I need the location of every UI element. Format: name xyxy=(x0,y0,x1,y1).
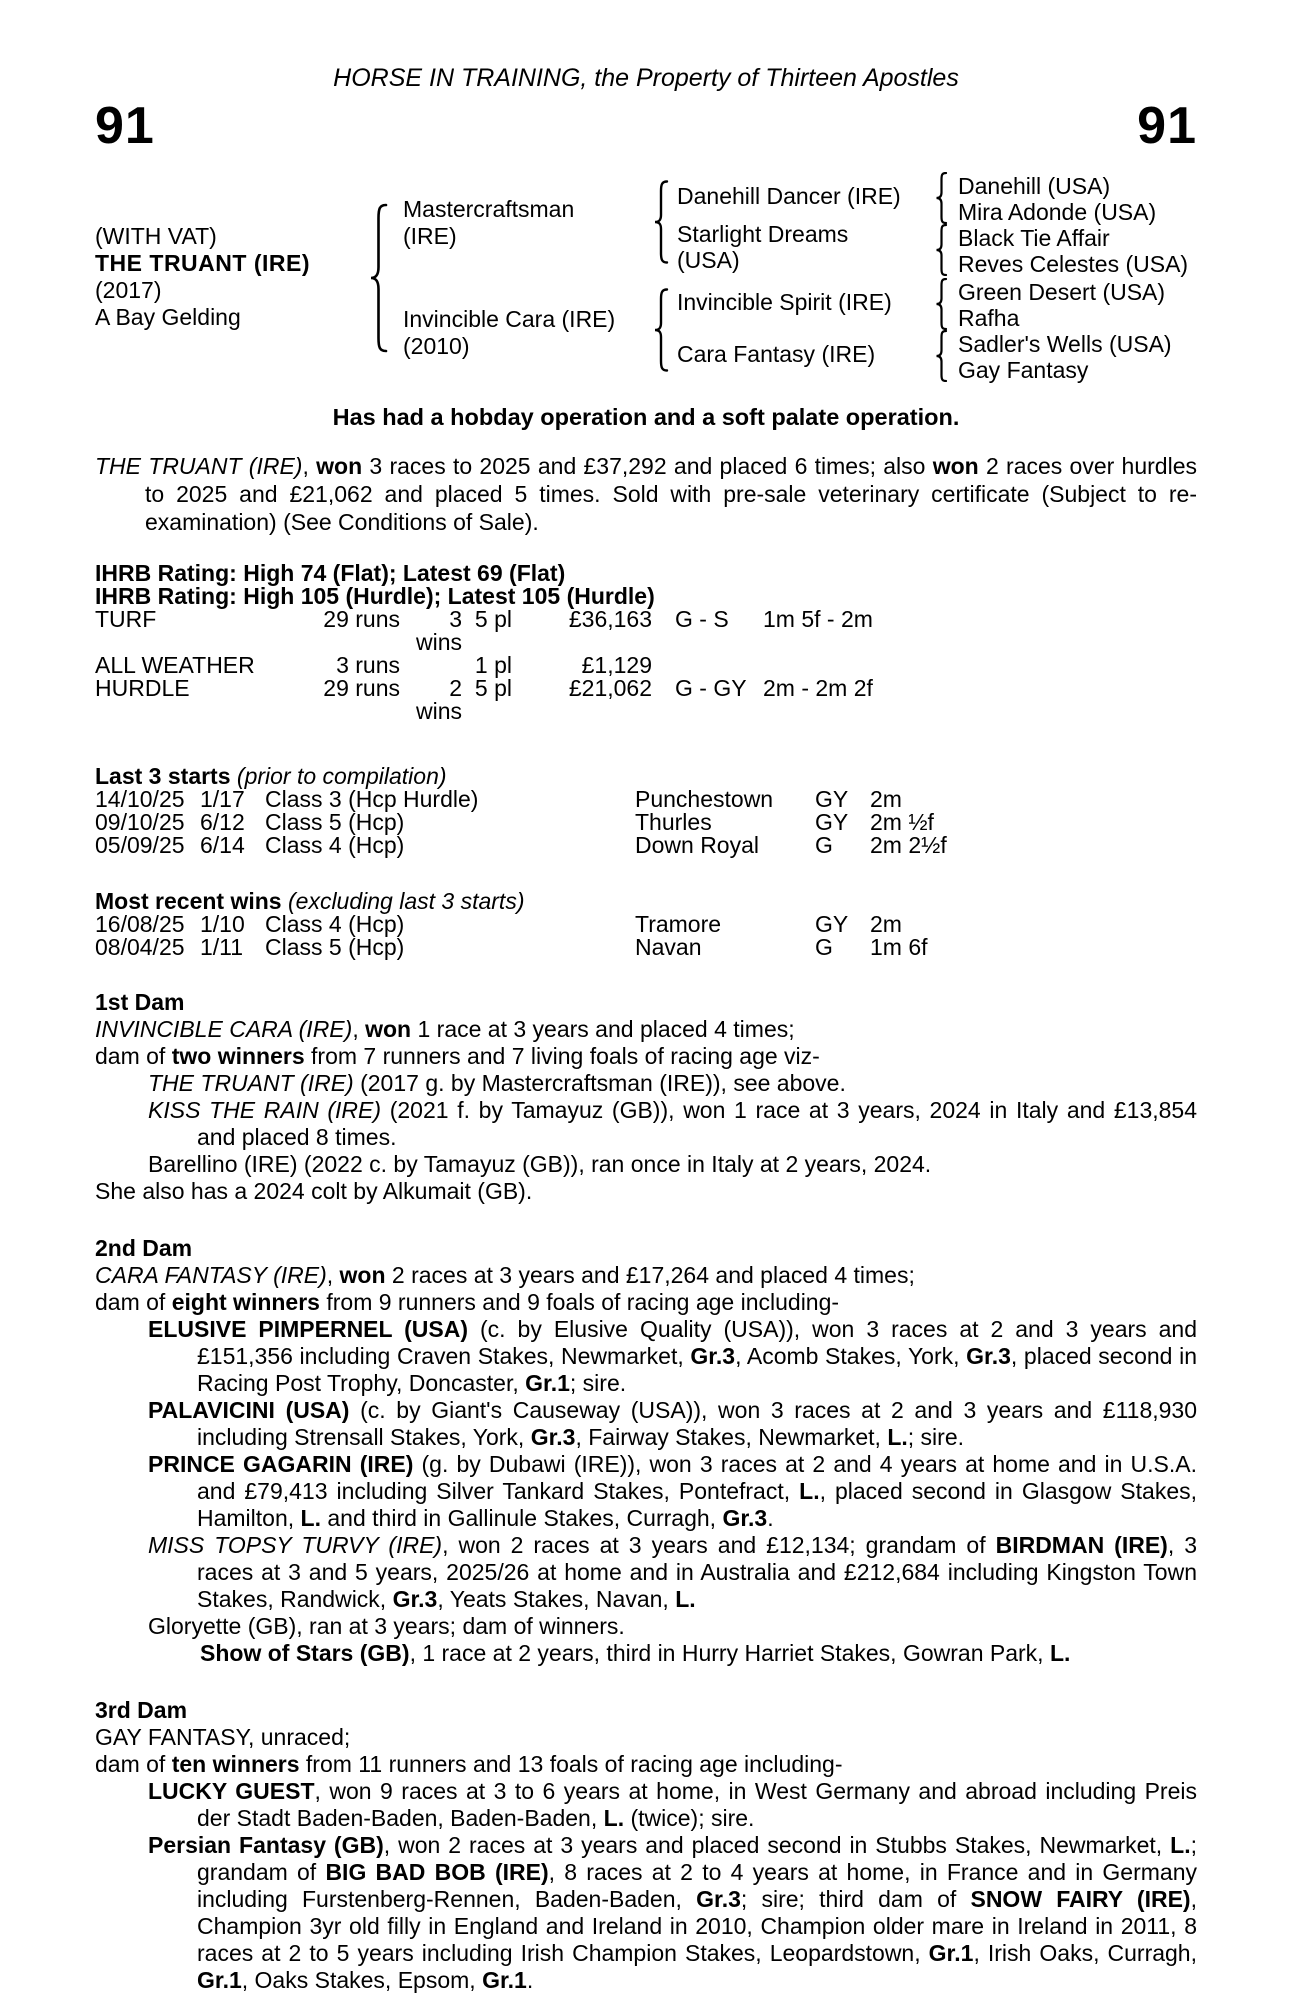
race-date: 14/10/25 xyxy=(95,786,185,812)
rating-line: IHRB Rating: High 105 (Hurdle); Latest 105 (Hurdle) xyxy=(95,583,655,609)
pedigree-gen4-item: Black Tie Affair xyxy=(958,225,1110,251)
form-row xyxy=(95,811,1197,834)
pedigree-brace-sire-parents xyxy=(651,180,669,264)
recent-wins-header xyxy=(95,890,1197,913)
pedigree-gen4-item: Gay Fantasy xyxy=(958,357,1089,383)
vat-status: (WITH VAT) xyxy=(95,223,217,249)
second-dam-section xyxy=(95,1235,1197,1667)
race-going: GY xyxy=(815,809,849,835)
pedigree-gen4-item: Danehill (USA) xyxy=(958,173,1111,199)
pedigree-gen3-item xyxy=(677,289,892,315)
stats-distance: 1m 5f - 2m xyxy=(763,606,873,632)
lot-number-right: 91 xyxy=(1137,97,1197,155)
form-row xyxy=(95,834,1197,857)
race-going: GY xyxy=(815,786,849,812)
stats-runs: 29 runs xyxy=(323,606,400,632)
form-row xyxy=(95,788,1197,811)
veterinary-note: Has had a hobday operation and a soft palate operation. xyxy=(332,404,960,430)
sire-suffix: (IRE) xyxy=(403,223,457,249)
race-venue: Down Royal xyxy=(635,832,759,858)
race-venue: Tramore xyxy=(635,911,722,937)
third-dam-section xyxy=(95,1697,1197,1994)
stats-distance: 2m - 2m 2f xyxy=(763,675,873,701)
pedigree-gen3-item xyxy=(677,183,901,209)
stats-earnings: £36,163 xyxy=(568,606,652,632)
race-class: Class 4 (Hcp) xyxy=(265,911,405,937)
race-date: 05/09/25 xyxy=(95,832,185,858)
horse-name: THE TRUANT (IRE) xyxy=(95,250,310,276)
page-title: HORSE IN TRAINING, the Property of Thirteen Apostles xyxy=(333,64,959,92)
stats-runs: 3 runs xyxy=(336,652,400,678)
last-starts-header xyxy=(95,765,1197,788)
dam-produce-summary: dam of two winners from 7 runners and 7 living foals of racing age viz- xyxy=(95,1043,820,1069)
dam-name: Invincible Cara (IRE) xyxy=(403,306,616,332)
race-going: G xyxy=(815,832,833,858)
produce-subentry: Show of Stars (GB), 1 race at 2 years, third in Hurry Harriet Stakes, Gowran Park, L. xyxy=(200,1640,1071,1666)
produce-entry: ELUSIVE PIMPERNEL (USA) (c. by Elusive Quality (USA)), won 3 races at 2 and 3 years and £151,356 including Craven Stakes, Newmarket, Gr.3, Acomb Stakes, York, Gr.3, placed second in Racing Post Trophy, Doncaster, Gr.1; sire. xyxy=(148,1316,1198,1396)
pedigree-table xyxy=(95,158,1197,390)
race-venue: Thurles xyxy=(635,809,712,835)
ratings-block xyxy=(95,562,1197,608)
race-distance: 2m 2½f xyxy=(870,832,947,858)
gen3-suffix: (USA) xyxy=(677,247,740,273)
produce-note: She also has a 2024 colt by Alkumait (GB). xyxy=(95,1178,533,1204)
race-position: 1/17 xyxy=(200,786,245,812)
stats-placed: 5 pl xyxy=(474,606,512,632)
stats-wins: 3 wins xyxy=(415,606,462,655)
gen3-name: Danehill Dancer (IRE) xyxy=(677,183,901,209)
pedigree-brace-gen1 xyxy=(367,203,389,353)
race-date: 16/08/25 xyxy=(95,911,185,937)
stats-distance xyxy=(747,654,1197,677)
stats-row xyxy=(95,608,1197,654)
produce-entry: Gloryette (GB), ran at 3 years; dam of winners. xyxy=(148,1613,625,1639)
first-dam-section xyxy=(95,989,1197,1205)
race-distance: 1m 6f xyxy=(870,934,928,960)
race-summary: THE TRUANT (IRE), won 3 races to 2025 and £37,292 and placed 6 times; also won 2 races over hurdles to 2025 and £21,062 and placed 5 times. Sold with pre-sale veterinary certificate (Subject to re-examination) (See Conditions of Sale). xyxy=(95,453,1197,535)
produce-entry: LUCKY GUEST, won 9 races at 3 to 6 years at home, in West Germany and abroad including Preis der Stadt Baden-Baden, Baden-Baden, L. (twice); sire. xyxy=(148,1778,1197,1831)
form-row xyxy=(95,936,1197,959)
race-class: Class 4 (Hcp) xyxy=(265,832,405,858)
pedigree-brace-gen4 xyxy=(933,172,948,224)
pedigree-gen4-item: Green Desert (USA) xyxy=(958,279,1166,305)
lot-number-left: 91 xyxy=(95,97,155,155)
dam-record: CARA FANTASY (IRE), won 2 races at 3 years and £17,264 and placed 4 times; xyxy=(95,1262,915,1288)
pedigree-gen4-item: Rafha xyxy=(958,305,1020,331)
horse-block xyxy=(95,223,310,331)
second-dam-heading: 2nd Dam xyxy=(95,1235,193,1261)
last-starts-subtitle: (prior to compilation) xyxy=(236,763,447,789)
foaling-year: (2017) xyxy=(95,277,162,303)
dam-year: (2010) xyxy=(403,333,470,359)
pedigree-gen4-item: Sadler's Wells (USA) xyxy=(958,331,1172,357)
stats-row xyxy=(95,677,1197,723)
produce-entry: PALAVICINI (USA) (c. by Giant's Causeway (USA)), won 3 races at 2 and 3 years and £118,930 including Strensall Stakes, York, Gr.3, Fairway Stakes, Newmarket, L.; sire. xyxy=(148,1397,1197,1450)
produce-entry: Persian Fantasy (GB), won 2 races at 3 years and placed second in Stubbs Stakes, Newmarket, L.; grandam of BIG BAD BOB (IRE), 8 races at 2 to 4 years at home, in France and in Germany including Furstenberg-Rennen, Baden-Baden, Gr.3; sire; third dam of SNOW FAIRY (IRE), Champion 3yr old filly in England and Ireland in 2010, Champion older mare in Ireland in 2011, 8 races at 2 to 5 years including Irish Champion Stakes, Leopardstown, Gr.1, Irish Oaks, Curragh, Gr.1, Oaks Stakes, Epsom, Gr.1. xyxy=(148,1832,1197,1993)
pedigree-gen4-item: Reves Celestes (USA) xyxy=(958,251,1189,277)
last-starts-section xyxy=(95,765,1197,857)
stats-wins xyxy=(400,654,462,677)
surface-stats-table xyxy=(95,608,1197,723)
race-distance: 2m ½f xyxy=(870,809,934,835)
recent-wins-title: Most recent wins xyxy=(95,888,282,914)
third-dam-heading: 3rd Dam xyxy=(95,1697,188,1723)
produce-entry: THE TRUANT (IRE) (2017 g. by Mastercraftsman (IRE)), see above. xyxy=(148,1070,846,1096)
pedigree-gen3-item xyxy=(677,341,875,367)
pedigree-brace-gen4 xyxy=(933,330,948,382)
stats-wins: 2 wins xyxy=(415,675,462,724)
stats-going: G - S xyxy=(675,606,729,632)
pedigree-brace-gen4 xyxy=(933,278,948,330)
gen3-name: Starlight Dreams xyxy=(677,221,849,247)
recent-wins-section xyxy=(95,890,1197,959)
race-class: Class 5 (Hcp) xyxy=(265,809,405,835)
sire-name: Mastercraftsman xyxy=(403,196,575,222)
sire-block xyxy=(403,196,574,250)
stats-earnings: £1,129 xyxy=(581,652,652,678)
horse-description: A Bay Gelding xyxy=(95,304,241,330)
dam-produce-summary: dam of ten winners from 11 runners and 13 foals of racing age including- xyxy=(95,1751,843,1777)
race-venue: Punchestown xyxy=(635,786,774,812)
stats-placed: 1 pl xyxy=(474,652,512,678)
dam-block xyxy=(403,306,615,360)
race-going: G xyxy=(815,934,833,960)
race-date: 08/04/25 xyxy=(95,934,185,960)
race-class: Class 5 (Hcp) xyxy=(265,934,405,960)
race-position: 6/14 xyxy=(200,832,245,858)
stats-going: G - GY xyxy=(675,675,747,701)
race-going: GY xyxy=(815,911,849,937)
race-class: Class 3 (Hcp Hurdle) xyxy=(265,786,479,812)
stats-earnings: £21,062 xyxy=(568,675,652,701)
race-position: 1/10 xyxy=(200,911,245,937)
dam-record: INVINCIBLE CARA (IRE), won 1 race at 3 years and placed 4 times; xyxy=(95,1016,795,1042)
produce-entry: KISS THE RAIN (IRE) (2021 f. by Tamayuz (GB)), won 1 race at 3 years, 2024 in Italy and £13,854 and placed 8 times. xyxy=(148,1097,1197,1150)
dam-produce-summary: dam of eight winners from 9 runners and 9 foals of racing age including- xyxy=(95,1289,840,1315)
produce-entry: PRINCE GAGARIN (IRE) (g. by Dubawi (IRE)), won 3 races at 2 and 4 years at home and in U.S.A. and £79,413 including Silver Tankard Stakes, Pontefract, L., placed second in Glasgow Stakes, Hamilton, L. and third in Gallinule Stakes, Curragh, Gr.3. xyxy=(148,1451,1198,1531)
page-header xyxy=(95,0,1197,155)
race-position: 1/11 xyxy=(200,934,244,960)
last-starts-title: Last 3 starts xyxy=(95,763,231,789)
pedigree-gen4-item: Mira Adonde (USA) xyxy=(958,199,1157,225)
rating-line: IHRB Rating: High 74 (Flat); Latest 69 (Flat) xyxy=(95,560,566,586)
race-date: 09/10/25 xyxy=(95,809,185,835)
dam-record: GAY FANTASY, unraced; xyxy=(95,1724,351,1750)
produce-entry: MISS TOPSY TURVY (IRE), won 2 races at 3 years and £12,134; grandam of BIRDMAN (IRE), 3 races at 3 and 5 years, 2025/26 at home and in Australia and £212,684 including Kingston Town Stakes, Randwick, Gr.3, Yeats Stakes, Navan, L. xyxy=(148,1532,1197,1612)
first-dam-heading: 1st Dam xyxy=(95,989,185,1015)
race-venue: Navan xyxy=(635,934,702,960)
stats-runs: 29 runs xyxy=(323,675,400,701)
race-position: 6/12 xyxy=(200,809,245,835)
pedigree-brace-gen4 xyxy=(933,224,948,276)
pedigree-gen3-item xyxy=(677,221,848,273)
stats-going xyxy=(652,654,747,677)
recent-wins-subtitle: (excluding last 3 starts) xyxy=(288,888,525,914)
stats-surface: HURDLE xyxy=(95,675,190,701)
pedigree-brace-dam-parents xyxy=(651,288,669,372)
stats-row xyxy=(95,654,1197,677)
stats-surface: TURF xyxy=(95,606,157,632)
form-row xyxy=(95,913,1197,936)
race-distance: 2m xyxy=(870,786,902,812)
produce-entry: Barellino (IRE) (2022 c. by Tamayuz (GB)), ran once in Italy at 2 years, 2024. xyxy=(148,1151,932,1177)
race-distance: 2m xyxy=(870,911,902,937)
stats-surface: ALL WEATHER xyxy=(95,652,255,678)
gen3-name: Cara Fantasy (IRE) xyxy=(677,341,876,367)
gen3-name: Invincible Spirit (IRE) xyxy=(677,289,892,315)
stats-placed: 5 pl xyxy=(474,675,512,701)
